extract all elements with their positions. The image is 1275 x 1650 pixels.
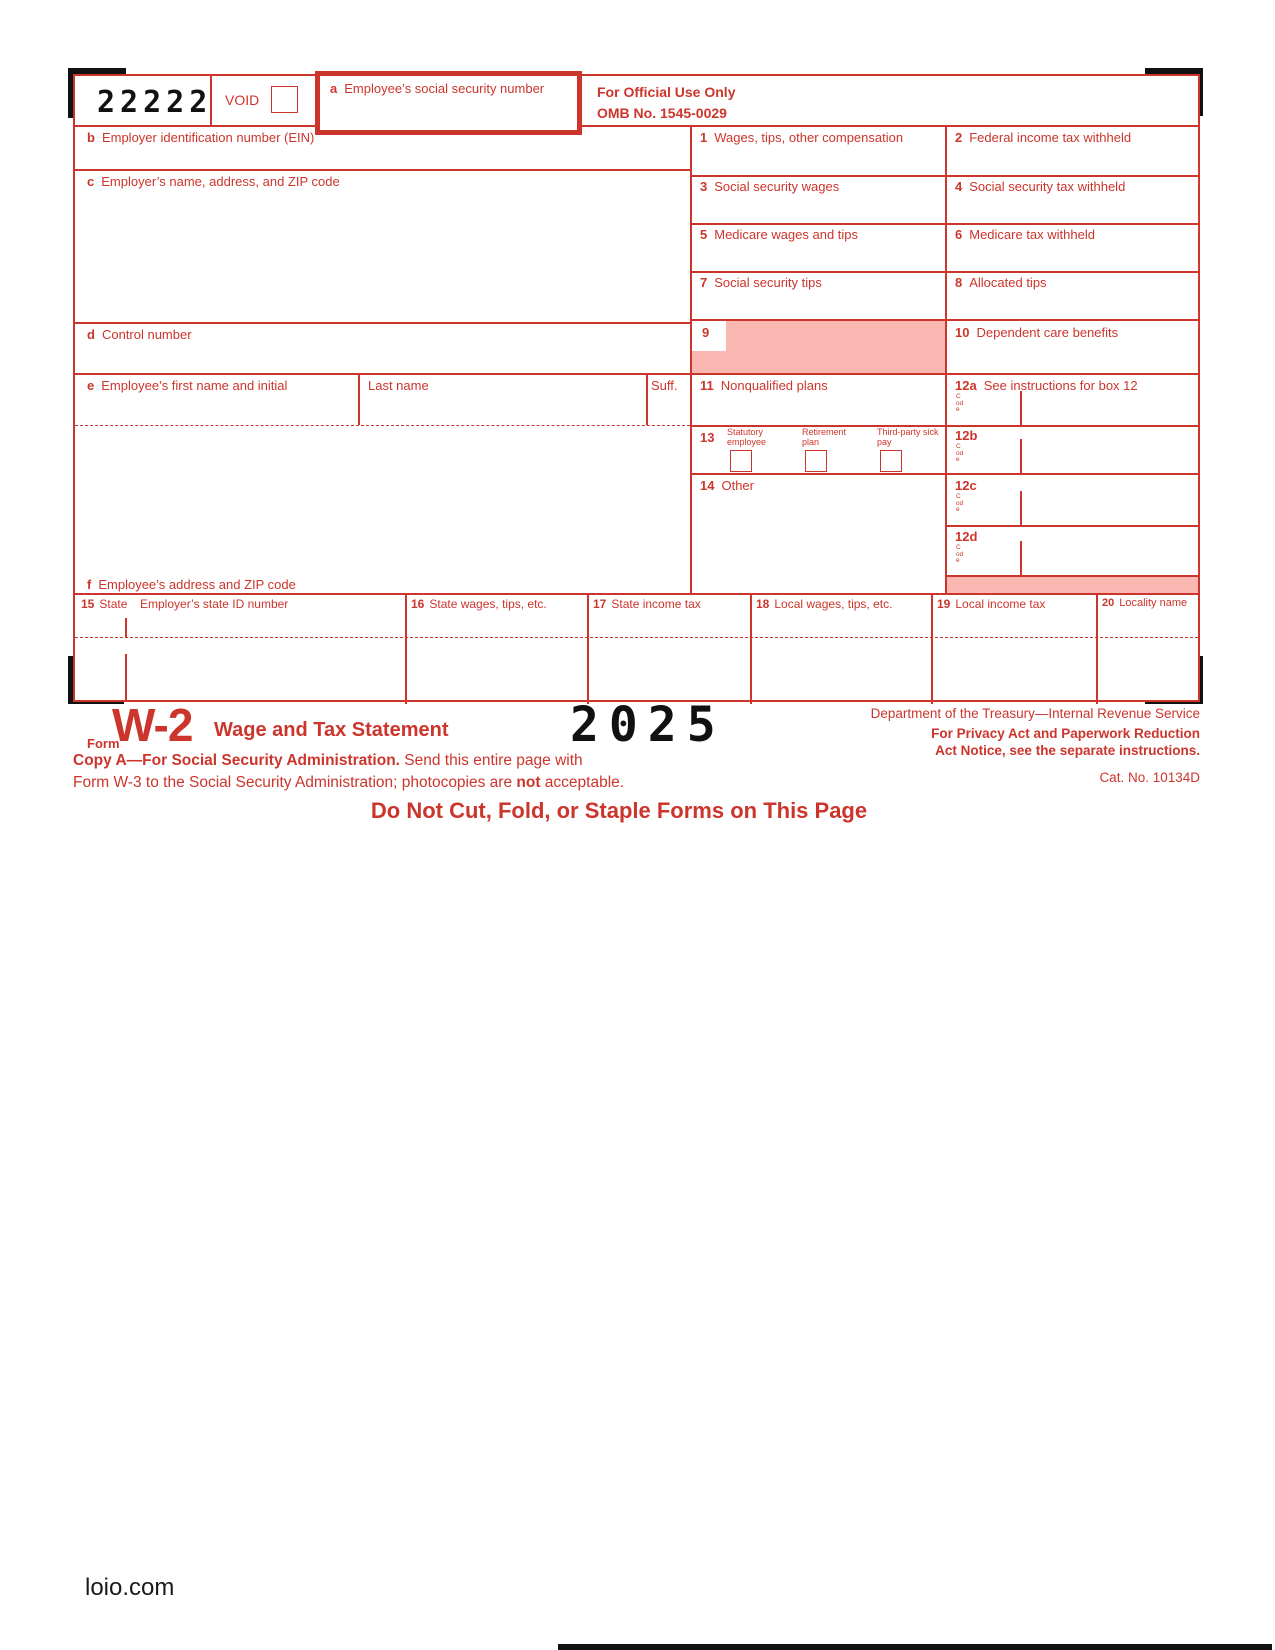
- box-9-shaded-area: [690, 319, 945, 373]
- box-e-number: e: [87, 378, 95, 393]
- copy-a-line2: [73, 774, 624, 792]
- box-12d-code-word: Code: [956, 544, 964, 564]
- box-14-label: Other: [721, 478, 754, 493]
- box-10-number: 10: [955, 325, 970, 340]
- field-box-2[interactable]: [947, 148, 1196, 173]
- box-f-number: f: [87, 577, 92, 592]
- field-box-3[interactable]: [692, 196, 943, 221]
- box-2-label: Federal income tax withheld: [969, 130, 1132, 145]
- form-title: Wage and Tax Statement: [214, 719, 449, 741]
- box-12b-code-word: Code: [956, 443, 964, 463]
- form-word: Form: [87, 736, 120, 751]
- box-8-number: 8: [955, 275, 963, 290]
- grid-line: [1096, 593, 1098, 704]
- form-number-w2: W-2: [112, 699, 193, 751]
- grid-line: [690, 271, 1198, 273]
- grid-line: [931, 593, 933, 704]
- field-box-12b[interactable]: [1023, 439, 1196, 471]
- copy-a-bold: Copy A—For Social Security Administration.: [73, 752, 400, 769]
- box-a-ssn: [315, 71, 582, 135]
- field-state-row2[interactable]: [77, 640, 123, 700]
- box-7-number: 7: [700, 275, 708, 290]
- grid-line: [75, 169, 690, 171]
- field-box-a-ssn[interactable]: [328, 100, 573, 126]
- box-1-number: 1: [700, 130, 708, 145]
- box-18-label: Local wages, tips, etc.: [774, 597, 893, 611]
- box-d-number: d: [87, 327, 95, 342]
- field-box-4[interactable]: [947, 196, 1196, 221]
- grid-line: [587, 593, 589, 704]
- grid-line: [75, 322, 690, 324]
- box-d-label: Control number: [101, 327, 192, 342]
- box-1-label: Wages, tips, other compensation: [714, 130, 904, 145]
- field-box-12d[interactable]: [1023, 541, 1196, 573]
- field-box-b-ein[interactable]: [77, 148, 687, 168]
- box-14-number: 14: [700, 478, 715, 493]
- state-column-divider: [125, 654, 127, 701]
- field-box-16-row1[interactable]: [408, 614, 585, 636]
- grid-line: [690, 473, 1198, 475]
- field-box-8[interactable]: [947, 292, 1196, 317]
- field-first-name[interactable]: [77, 394, 356, 423]
- field-state-id-row1[interactable]: [129, 614, 403, 636]
- box-19-label: Local income tax: [955, 597, 1046, 611]
- field-box-16-row2[interactable]: [408, 640, 585, 700]
- department-line: Department of the Treasury—Internal Revenue Service: [870, 706, 1200, 721]
- field-box-5[interactable]: [692, 244, 943, 269]
- box-17-label: State income tax: [611, 597, 701, 611]
- box-12b-number: 12b: [955, 428, 978, 443]
- box-5-label: Medicare wages and tips: [714, 227, 859, 242]
- box-4-number: 4: [955, 179, 963, 194]
- box-12-shaded-strip: [945, 575, 1198, 593]
- field-box-7[interactable]: [692, 292, 943, 317]
- field-state-id-row2[interactable]: [129, 640, 403, 700]
- retirement-plan-checkbox[interactable]: [805, 450, 827, 472]
- box-12a-number: 12a: [955, 378, 977, 393]
- box-12a-code-word: Code: [956, 393, 964, 413]
- box-15-id-label: Employer’s state ID number: [140, 597, 289, 611]
- copy-a-line2-start: Form W-3 to the Social Security Administration; photocopies are: [73, 774, 517, 791]
- omb-number: OMB No. 1545-0029: [597, 105, 727, 121]
- box-3-number: 3: [700, 179, 708, 194]
- box-11-number: 11: [700, 378, 714, 393]
- copy-a-line2-not: not: [516, 774, 541, 791]
- box-12a-label: See instructions for box 12: [983, 378, 1138, 393]
- field-box-20-row1[interactable]: [1099, 614, 1196, 636]
- box-8-label: Allocated tips: [969, 275, 1047, 290]
- box-b-label: Employer identification number (EIN): [101, 130, 315, 145]
- box-3-label: Social security wages: [714, 179, 840, 194]
- box-a-number: a: [330, 81, 338, 96]
- box-19-number: 19: [937, 597, 951, 611]
- field-box-18-row1[interactable]: [753, 614, 929, 636]
- grid-line: [945, 575, 1198, 577]
- box-16-number: 16: [411, 597, 425, 611]
- field-box-18-row2[interactable]: [753, 640, 929, 700]
- official-use-label: For Official Use Only: [597, 84, 736, 100]
- grid-line: [75, 125, 1198, 127]
- box-e-last-name-label: Last name: [368, 378, 429, 393]
- box-12c-code-word: Code: [956, 493, 964, 513]
- box-15-state-label: State: [99, 597, 128, 611]
- field-box-1[interactable]: [692, 148, 943, 173]
- field-box-6[interactable]: [947, 244, 1196, 269]
- box-e-label: Employee’s first name and initial: [101, 378, 288, 393]
- box-2-number: 2: [955, 130, 963, 145]
- box-7-label: Social security tips: [714, 275, 822, 290]
- privacy-act-line1: For Privacy Act and Paperwork Reduction: [931, 726, 1200, 741]
- box-a-label: Employee’s social security number: [344, 81, 545, 96]
- box-c-number: c: [87, 174, 95, 189]
- field-box-10[interactable]: [947, 342, 1196, 371]
- field-box-20-row2[interactable]: [1099, 640, 1196, 700]
- box-13-number: 13: [700, 430, 715, 445]
- field-box-11[interactable]: [692, 394, 943, 423]
- box-12c-number: 12c: [955, 478, 977, 493]
- box-12b-code-divider: [1020, 439, 1022, 473]
- box-12c-code-divider: [1020, 491, 1022, 525]
- box-5-number: 5: [700, 227, 708, 242]
- void-checkbox[interactable]: [271, 86, 298, 113]
- copy-a-rest: Send this entire page with: [399, 752, 583, 769]
- box-9-number: 9: [702, 325, 710, 340]
- grid-line: [945, 525, 1198, 527]
- privacy-act-line2: Act Notice, see the separate instructions.: [935, 743, 1200, 758]
- w2-form-grid: [73, 74, 1200, 702]
- grid-line: [690, 319, 1198, 321]
- void-label: VOID: [225, 92, 260, 108]
- box-17-number: 17: [593, 597, 607, 611]
- field-box-19-row1[interactable]: [934, 614, 1094, 636]
- field-box-12a[interactable]: [1023, 391, 1196, 423]
- state-column-divider: [125, 618, 127, 637]
- box-f-label: Employee’s address and ZIP code: [98, 577, 296, 592]
- box-6-label: Medicare tax withheld: [969, 227, 1095, 242]
- box-15-number: 15: [81, 597, 95, 611]
- box-13-thirdparty-label: Third-party sick pay: [877, 427, 939, 447]
- box-16-label: State wages, tips, etc.: [429, 597, 547, 611]
- grid-line: [690, 223, 1198, 225]
- field-state-row1[interactable]: [77, 614, 123, 636]
- field-suffix[interactable]: [648, 394, 688, 423]
- field-box-14[interactable]: [692, 496, 943, 591]
- grid-line: [690, 175, 1198, 177]
- field-box-17-row1[interactable]: [590, 614, 748, 636]
- box-4-label: Social security tax withheld: [969, 179, 1126, 194]
- box-12d-number: 12d: [955, 529, 978, 544]
- box-13-retirement-label: Retirement plan: [802, 427, 847, 447]
- field-box-f-address[interactable]: [77, 428, 687, 574]
- box-10-label: Dependent care benefits: [976, 325, 1119, 340]
- box-12d-code-divider: [1020, 541, 1022, 575]
- copy-a-line2-end: acceptable.: [540, 774, 625, 791]
- form-code-22222: 22222: [97, 85, 213, 120]
- field-box-17-row2[interactable]: [590, 640, 748, 700]
- catalog-number: Cat. No. 10134D: [1099, 770, 1200, 785]
- page-edge-bar: [558, 1644, 1272, 1650]
- box-6-number: 6: [955, 227, 963, 242]
- box-18-number: 18: [756, 597, 770, 611]
- box-c-label: Employer’s name, address, and ZIP code: [101, 174, 340, 189]
- website-footer: loio.com: [85, 1574, 175, 1601]
- field-box-d-control[interactable]: [77, 344, 687, 371]
- box-12a-code-divider: [1020, 391, 1022, 425]
- statutory-employee-checkbox[interactable]: [730, 450, 752, 472]
- field-box-19-row2[interactable]: [934, 640, 1094, 700]
- grid-line: [750, 593, 752, 704]
- do-not-cut-warning: Do Not Cut, Fold, or Staple Forms on This Page: [370, 798, 868, 823]
- field-last-name[interactable]: [360, 394, 644, 423]
- field-box-c-employer[interactable]: [77, 192, 687, 320]
- box-e-suffix-label: Suff.: [651, 378, 678, 393]
- box-20-label: Locality name: [1119, 597, 1188, 609]
- tax-year: 2025: [570, 697, 726, 753]
- grid-line: [75, 373, 1198, 375]
- copy-a-line1: [73, 752, 583, 770]
- third-party-sick-pay-checkbox[interactable]: [880, 450, 902, 472]
- grid-line-dashed: [75, 637, 1198, 638]
- grid-line: [75, 593, 1198, 595]
- box-b-number: b: [87, 130, 95, 145]
- box-13-statutory-label: Statutory employee: [727, 427, 767, 447]
- grid-line: [405, 593, 407, 704]
- field-box-12c[interactable]: [1023, 491, 1196, 523]
- grid-line-dashed: [75, 425, 690, 426]
- box-11-label: Nonqualified plans: [720, 378, 828, 393]
- box-20-number: 20: [1102, 597, 1115, 609]
- grid-line: [690, 425, 1198, 427]
